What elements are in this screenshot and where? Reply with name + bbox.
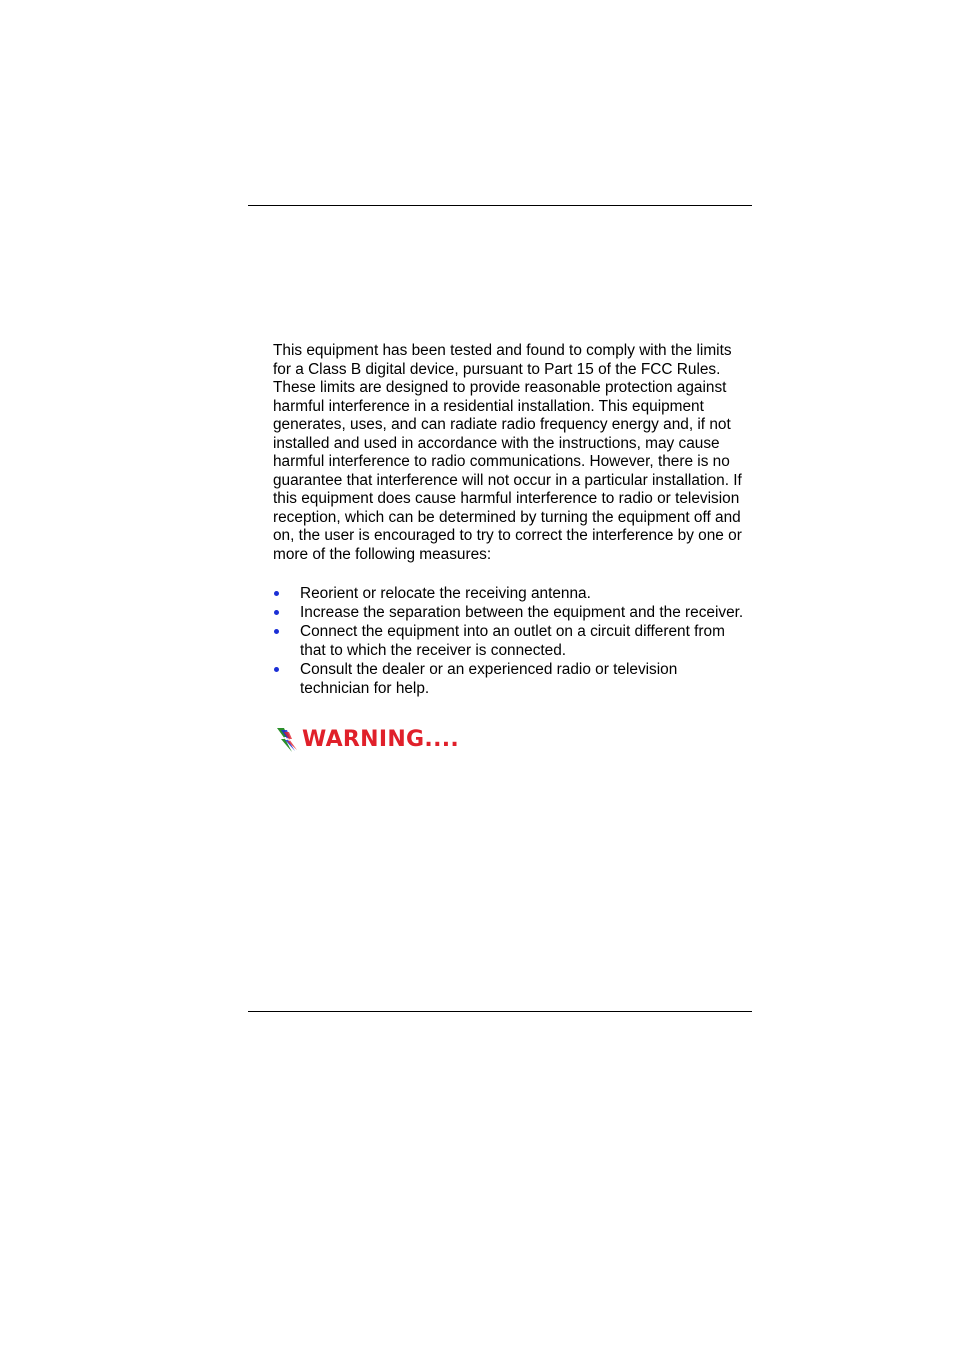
bullet-dot-icon <box>274 591 279 596</box>
warning-heading <box>275 724 459 756</box>
measure-text: Reorient or relocate the receiving antenna. <box>300 585 591 602</box>
measure-text: Consult the dealer or an experienced radio or television technician for help. <box>300 661 678 697</box>
measure-text: Increase the separation between the equipment and the receiver. <box>300 604 744 621</box>
list-item <box>273 584 749 603</box>
footer-rule <box>248 1011 752 1012</box>
fcc-paragraph: This equipment has been tested and found to comply with the limits for a Class B digital device, pursuant to Part 15 of the FCC Rules. These limits are designed to provide reasonable protection against harmful interference in a residential installation. This equipment generates, uses, and can radiate radio frequency energy and, if not installed and used in accordance with the instructions, may cause harmful interference to radio communications. However, there is no guarantee that interference will not occur in a particular installation. If this equipment does cause harmful interference to radio or television reception, which can be determined by turning the equipment off and on, the user is encouraged to try to correct the interference by one or more of the following measures: <box>273 342 742 563</box>
header-rule <box>248 205 752 206</box>
lightning-bolt-icon <box>275 726 299 754</box>
warning-label: WARNING.... <box>302 727 460 752</box>
bullet-dot-icon <box>274 629 279 634</box>
list-item <box>273 622 749 660</box>
bullet-dot-icon <box>274 610 279 615</box>
measure-text: Connect the equipment into an outlet on a circuit different from that to which the receiver is connected. <box>300 623 725 659</box>
list-item <box>273 603 749 622</box>
measures-list <box>273 584 749 698</box>
bullet-dot-icon <box>274 667 279 672</box>
list-item <box>273 660 749 698</box>
